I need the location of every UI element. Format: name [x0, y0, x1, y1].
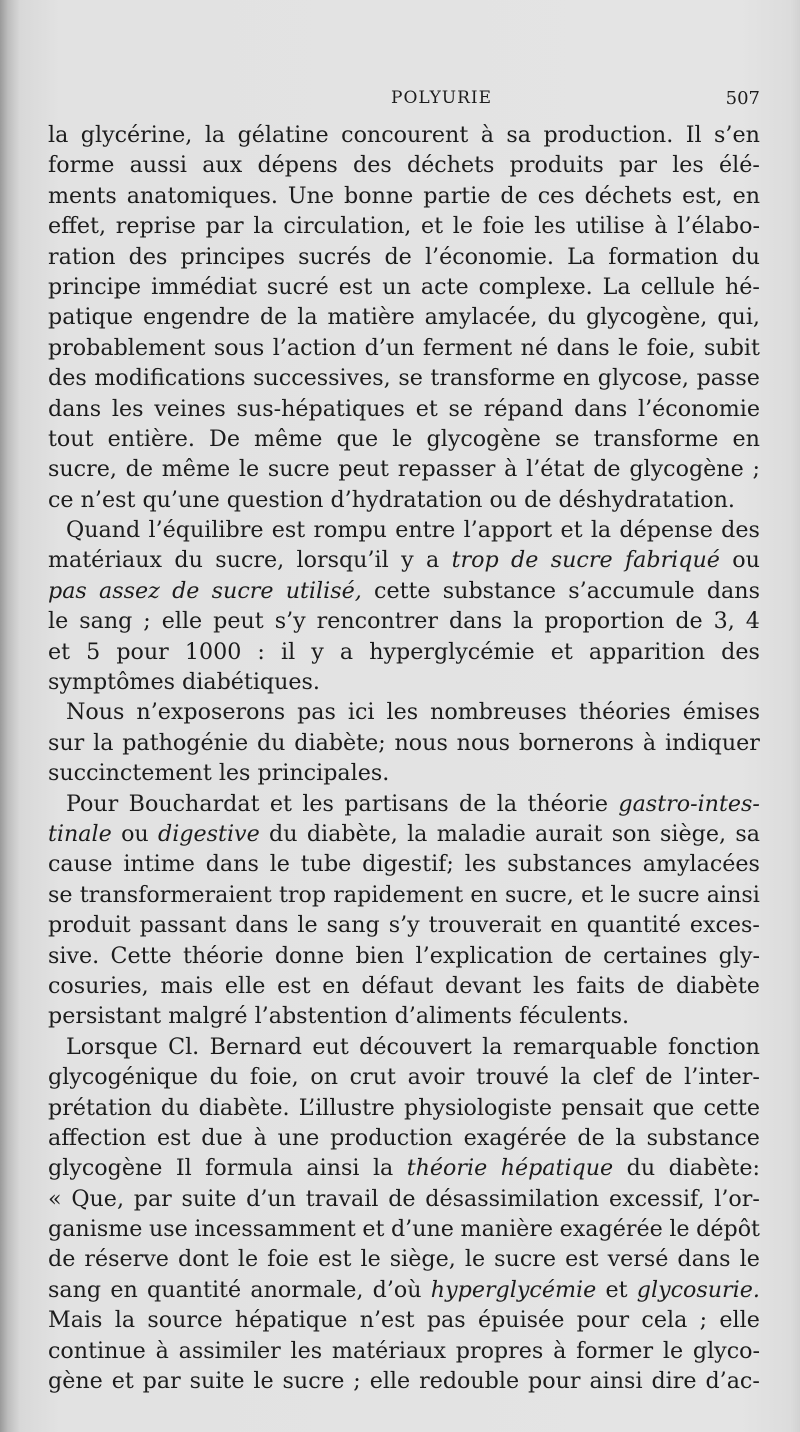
body-text: [48, 120, 760, 1396]
paragraph-first-line: Nous n’exposerons pas ici les nombreuses théories émises: [66, 699, 760, 726]
text-line: probablement sous l’action d’un ferment né dans le foie, subit: [48, 334, 760, 361]
text-line: sucre, de même le sucre peut repasser à l’état de glycogène ;: [48, 456, 760, 483]
text-line: sang en quantité anormale, d’où hyperglycémie et glycosurie.: [48, 1276, 760, 1303]
text-line: continue à assimiler les matériaux propres à former le glyco-: [48, 1337, 760, 1364]
text-line: succinctement les principales.: [48, 760, 390, 787]
text-line: glycogénique du foie, on crut avoir trouvé la clef de l’inter-: [48, 1064, 760, 1091]
text-line: produit passant dans le sang s’y trouverait en quantité exces-: [48, 912, 760, 939]
text-line: sive. Cette théorie donne bien l’explication de certaines gly-: [48, 942, 760, 969]
text-line: et 5 pour 1000 : il y a hyperglycémie et apparition des: [48, 638, 760, 665]
text-line: cosuries, mais elle est en défaut devant les faits de diabète: [48, 972, 760, 999]
text-line: ce n’est qu’une question d’hydratation ou de déshydratation.: [48, 486, 735, 513]
text-line: symptômes diabétiques.: [48, 669, 320, 696]
text-line: patique engendre de la matière amylacée, du glycogène, qui,: [48, 304, 760, 331]
text-line: glycogène Il formula ainsi la théorie hépatique du diabète:: [48, 1155, 760, 1182]
text-line: « Que, par suite d’un travail de désassimilation excessif, l’or-: [48, 1185, 760, 1212]
text-line: tinale ou digestive du diabète, la maladie aurait son siège, sa: [48, 820, 760, 847]
text-line: effet, reprise par la circulation, et le foie les utilise à l’élabo-: [48, 213, 760, 240]
page-number: 507: [725, 88, 760, 109]
text-line: gène et par suite le sucre ; elle redouble pour ainsi dire d’ac-: [48, 1368, 760, 1395]
text-line: sur la pathogénie du diabète; nous nous bornerons à indiquer: [48, 729, 760, 756]
text-line: la glycérine, la gélatine concourent à sa production. Il s’en: [48, 122, 760, 148]
paragraph-first-line: Pour Bouchardat et les partisans de la théorie gastro-intes-: [66, 790, 760, 817]
text-line: persistant malgré l’abstention d’aliments féculents.: [48, 1003, 630, 1030]
text-line: dans les veines sus-hépatiques et se répand dans l’économie: [48, 395, 760, 422]
text-line: affection est due à une production exagérée de la substance: [48, 1124, 760, 1151]
paragraph-first-line: Lorsque Cl. Bernard eut découvert la remarquable fonction: [66, 1033, 760, 1060]
text-line: ration des principes sucrés de l’économie. La formation du: [48, 243, 760, 270]
running-head: POLYURIE: [391, 88, 493, 108]
text-line: ganisme use incessamment et d’une manière exagérée le dépôt: [48, 1216, 760, 1243]
text-line: tout entière. De même que le glycogène se transforme en: [48, 425, 760, 452]
text-line: ments anatomiques. Une bonne partie de ces déchets est, en: [48, 182, 760, 209]
page-header: [48, 88, 760, 118]
text-line: le sang ; elle peut s’y rencontrer dans la proportion de 3, 4: [48, 608, 760, 635]
text-line: se transformeraient trop rapidement en sucre, et le sucre ainsi: [48, 881, 760, 908]
text-line: de réserve dont le foie est le siège, le sucre est versé dans le: [48, 1246, 760, 1273]
paragraph-first-line: Quand l’équilibre est rompu entre l’apport et la dépense des: [66, 517, 760, 544]
text-line: Mais la source hépatique n’est pas épuisée pour cela ; elle: [48, 1307, 760, 1334]
text-line: prétation du diabète. L’illustre physiologiste pensait que cette: [48, 1094, 760, 1121]
text-line: matériaux du sucre, lorsqu’il y a trop de sucre fabriqué ou: [48, 547, 760, 574]
text-line: des modifications successives, se transforme en glycose, passe: [48, 365, 760, 392]
text-line: forme aussi aux dépens des déchets produits par les élé-: [48, 152, 760, 179]
text-line: pas assez de sucre utilisé, cette substance s’accumule dans: [48, 577, 760, 604]
text-line: cause intime dans le tube digestif; les substances amylacées: [48, 851, 760, 878]
text-line: principe immédiat sucré est un acte complexe. La cellule hé-: [48, 273, 760, 300]
